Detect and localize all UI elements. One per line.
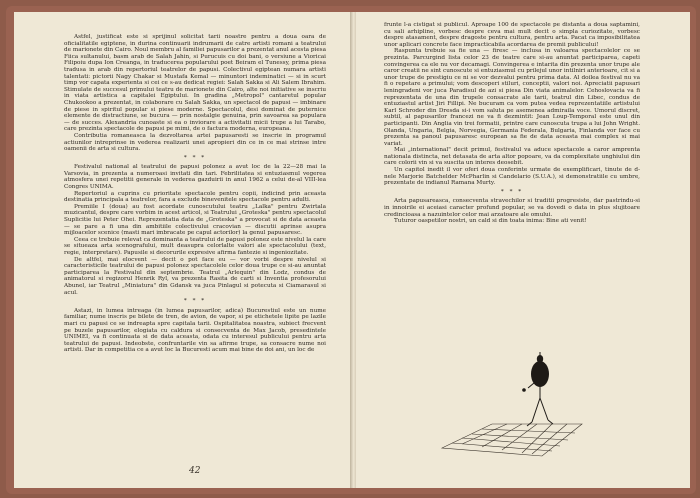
book-spread [6, 6, 696, 494]
page-number: 42 [189, 466, 201, 476]
paragraph: Raspunta trebuie sa fie una — firesc — inclusa in valoarea spectacolelor ce se prezinta. Parcurgind lista celor 23 de teatre care si-au anuntat participarea, capeti convingerea ca ele nu vor decamagi. Convingerea e intarita din prezenta unor trupe ale caror creatii ne sint cunoscute si entuziasmul cu prilejul unor intilniri anterioare, cit si a unor trupe de prestigiu ce ni se vor dezvalui pentru prima data. Al doilea festival nu va fi o repetare a primului; vom descoperi stiluri, conceptii, valori noi. Apreciatii papusari leningradeni vor juca Paradisul de azi si piesa Din viata animalelor. Cehoslovacia va fi reprezentata de una din trupele consacrate ale tarii, teatrul din Libec, condus de entuziastul artist Jiri Fillipi. Ne bucuram ca vom putea vedea reprezentatiile artistului Karl Schroder din Dresda si-i vom saluta pe asemenea admiraila voce. Umorul discret, subtil, al papusarilor francezi ne va fi dezmintit: Jean Loup-Temporal este unul din participanti. Din Anglia vin trei formatii, printre care cunoscuta trupa a lui John Wright. Olanda, Ungaria, Belgia, Norvegia, Germania Federala, Bulgaria, Finlanda vor face cu prezenta sa panoul papusaresc european sa fie de data aceasta mai complex si mai variat. [384, 48, 640, 147]
right-page-text [384, 22, 640, 225]
left-page-text [64, 34, 326, 354]
left-page [14, 12, 352, 488]
paragraph: Festivalul national al teatrului de papusi polonez a avut loc de la 22—28 mai la Varsovia, in prezenta a numeroasi invitati din tari. Febrilitatea si entuziasmul vegerea atmosfera unei repetitii generale in vederea gazduirii in anul 1962 a celui de-al VIII-lea Congres UNIMA. [64, 164, 326, 191]
paragraph: Tuturor oaspetilor nostri, un cald si din toata inima: Bine ati venit! [394, 218, 587, 225]
puppet-hand [522, 388, 526, 392]
section-divider: * * * [183, 298, 207, 305]
paragraph: Astazi, in lumea intreaga (in lumea papusarilor, adica) Bucurestiul este un nume familiar, nume inscris pe bilete de tren, de avion, de vapor, si pe etichetele lipite pe lazile mari cu papusi ce se indreapta spre capitala tarii. Ospitalitatea noastra, subiect frecvent pe buzele papusarilor, elogiata cu caldura si consecventa de Max Jacob, presedintele UNIMEI, va fi continuata si de data aceasta, odata cu interesul publicului pentru arta teatrului de papusi. Indeobste, confruntarile vin sa afirme trupe, sa consacre nume noi artisti. Dar in competitia ce a avut loc la Bucuresti acum mai bine de doi ani, un loc de [64, 307, 326, 354]
paragraph: frunte l-a cistigat si publicul. Aproape 100 de spectacole pe distanta a doua saptamini, cu sali arhipline, vorbesc despre ceva mai mult decit o simpla curiozitate, vorbesc despre atasament, despre dragoste pentru cultura, pentru arta. Pacat ca imposibilitatea unor aplicari concrete face impracticabila acordarea de premii publicului! [384, 22, 640, 48]
paragraph: Repertoriul a cuprins cu prioritate spectacole pentru copii, indicind prin aceasta destinatia principala a teatrelor, fara a exclude binevenitele spectacole pentru adulti. [64, 190, 326, 204]
paragraph: Ceea ce trebuie relevat ca dominanta a teatrului de papusi polonez este nivelul la care se situeaza arta scenografului, mult deasupra celorlalte valori ale spectacolului (text, regie, interpretare). Papusile si decorurile expresive afirma fantezie si ingeniozitate. [64, 236, 326, 256]
puppet-illustration [432, 348, 612, 468]
right-page [356, 12, 690, 488]
paragraph: De altfel, mai elocvent — decit o pot face eu — vor vorbi despre nivelul si caracteristicile teatrului de papusi polonez spectacolele celor doua trupe ce si-au anuntat participarea la Festivalul din septembrie. Teatrul „Arlequin" din Lodz, condus de animatorul si regizorul Henrik Ryl, va prezenta Rasita de carti si Inventia profesorului Abunel, iar Teatrul „Miniatura" din Gdansk va juca Pinlagul si potecuta si Ciamarasul si acul. [64, 256, 326, 296]
paragraph: Arta papusareasca, consecventa stravechilor si traditii progresiste, dar pastrindu-si in innoirile ei aceiasi caracter profund popular, se va dovedi o data in plus slujitoare credincioasa a nazuintelor celor mai arzatoare ale omului. [384, 198, 640, 218]
section-divider: * * * [500, 188, 524, 195]
puppet-head [537, 355, 543, 363]
paragraph: Contributia romaneasca la dezvoltarea artei papusaresti se inscrie in programul actiunilor intreprinse in vederea realizarii unei apropieri din ce in ce mai strinse intre oamenii de arta si cultura. [64, 132, 326, 153]
puppet-body [531, 361, 549, 387]
section-divider: * * * [183, 154, 207, 161]
paragraph: Premiile I (doua) au fost acordate cunoscutului teatru „Lalka" pentru Zwirtala muzicantul, despre care vorbim in acest articol, si Teatrului „Groteska" pentru spectacolul Suplicitie lui Peter Ohei. Reprezentatia data de „Groteska" a provocat si de data aceasta — se pare a fi una din ambitiile colectivului cracovian — discutii aprinse asupra mijloacelor scenice (masti mari imbracate pe capul actorilor) la genul papusaresc. [64, 203, 326, 237]
paragraph: Un capitol inedit il vor oferi doua conferinte urmate de exemplificari, tinute de d-nele Marjorie Batchelder McPharlin si Candelario (S.U.A.), si demonstratiile cu umbre, prezentate de indianul Ramana Murty. [384, 167, 640, 187]
paragraph: Astfel, justificat este si sprijinul solicitat tarii noastre pentru a doua oara de oficialitatile egiptene, in durina continuarii indrumarii de catre artisti romani a teatrului de marionete din Cairo. Noul membru al familiei papusarilor a prezentat anul acesta piesa Fiica sultanului, basm arab de Salah Jahin, si Purucuis cu doi bani, o versiune a Vioricai Filipoiu dupa Ion Creanga, in traducerea popularului poet Beiram el Tunessy, prima piesa tradusa in arab din repertoriul teatrelor de papusi. Colectivul egiptean numara artisti talentati: pictorii Nagy Chakar si Mustafa Kemal — minuntori indeminatici — si in scurt timp vor capata experienta si cei ce s-au dedicat regiei: Salah Sakka si Ali Salem Ibrahim. Stimulate de succesul primului teatru de marionete din Cairo, alte noi initiative se inscriu in viata artistica a capitalei Egiptului. In gradina „Metropol" cantaretul popular Chukookoo a prezentat, in colaborare cu Salah Sakka, un spectacol de papusi — imbinare de piese in spiritul popular si piese moderne. Spectacolul, desi dominat de puternice elemente de distractiune, se bucura — prin nostalgie genuina, prin savoarea sa populara — de succes. Alexandria cunoaste si ea o inviorare a activitatii micii trupe a lui Tarabo, care prezinta spectacole de papusi pe mimi, de o factura moderna, europeana. [64, 34, 326, 133]
floor-grid [442, 424, 582, 456]
paragraph: Mai „international" decit primul, festivalul va aduce spectacole a caror amprenta nationala distincta, net detasata de arta altor popoare, va da complexitate unghiului din care colorii vin si va suscita un interes deosebit. [384, 147, 640, 167]
